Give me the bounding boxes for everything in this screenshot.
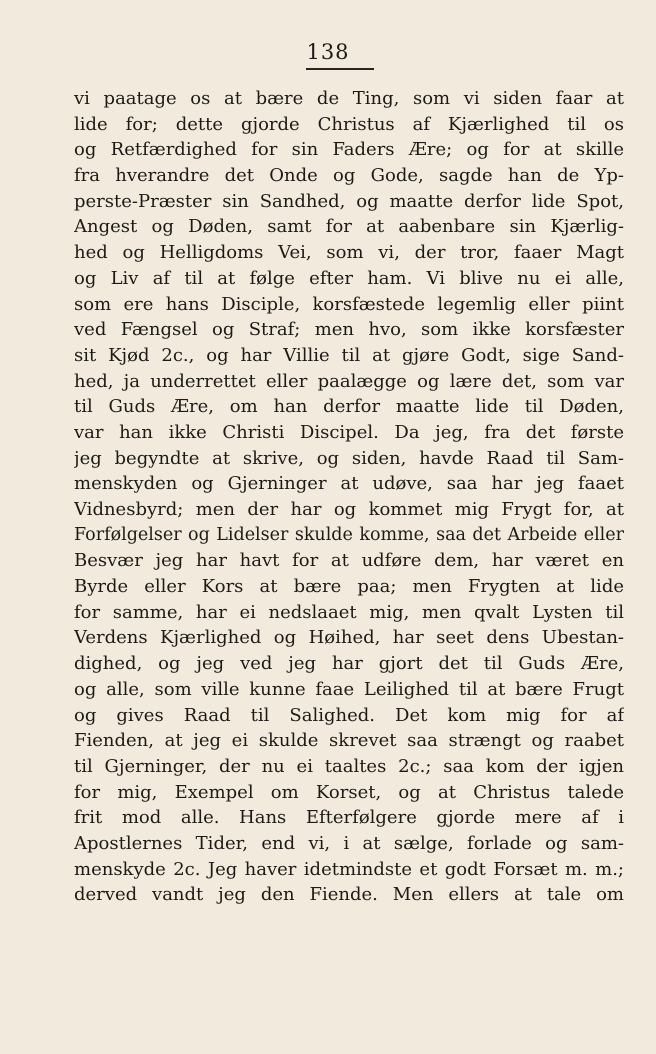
text-line: perste-Præster sin Sandhed, og maatte derfor lide Spot, <box>74 190 624 212</box>
text-line: Fienden, at jeg ei skulde skrevet saa strængt og raabet <box>74 730 624 752</box>
body-text <box>74 86 624 908</box>
text-line: lide for; dette gjorde Christus af Kjærlighed til os <box>74 113 624 135</box>
text-line: Vidnesbyrd; men der har og kommet mig Frygt for, at <box>74 499 624 520</box>
text-line: Angest og Døden, samt for at aabenbare sin Kjærlig- <box>74 216 624 238</box>
text-line: fra hverandre det Onde og Gode, sagde han de Yp- <box>74 165 624 187</box>
text-line: sit Kjød 2c., og har Villie til at gjøre Godt, sige Sand- <box>74 344 624 366</box>
text-line: menskyde 2c. Jeg haver idetmindste et godt Forsæt m. m.; <box>74 858 624 880</box>
text-line: vi paatage os at bære de Ting, som vi siden faar at <box>74 88 624 109</box>
header-rule <box>306 68 374 70</box>
text-line: Byrde eller Kors at bære paa; men Frygten at lide <box>74 576 624 598</box>
text-line: til Gjerninger, der nu ei taaltes 2c.; saa kom der igjen <box>74 755 624 777</box>
text-line: jeg begyndte at skrive, og siden, havde Raad til Sam- <box>74 447 624 469</box>
text-line: Forfølgelser og Lidelser skulde komme, saa det Arbeide eller <box>74 524 624 545</box>
text-line: hed og Helligdoms Vei, som vi, der tror, faaer Magt <box>74 242 624 264</box>
text-line: frit mod alle. Hans Efterfølgere gjorde mere af i <box>74 807 624 829</box>
text-line: Verdens Kjærlighed og Høihed, har seet dens Ubestan- <box>74 627 624 649</box>
text-line: og Retfærdighed for sin Faders Ære; og for at skille <box>74 139 624 161</box>
text-line: for samme, har ei nedslaaet mig, men qvalt Lysten til <box>74 601 624 623</box>
text-line: og alle, som ville kunne faae Leilighed til at bære Frugt <box>74 678 624 700</box>
text-line: til Guds Ære, om han derfor maatte lide til Døden, <box>74 396 624 418</box>
text-line: Besvær jeg har havt for at udføre dem, har været en <box>74 550 624 572</box>
text-line: menskyden og Gjerninger at udøve, saa har jeg faaet <box>74 473 624 495</box>
text-line: var han ikke Christi Discipel. Da jeg, fra det første <box>74 421 624 443</box>
text-line: ved Fængsel og Straf; men hvo, som ikke korsfæster <box>74 319 624 341</box>
text-line: og Liv af til at følge efter ham. Vi blive nu ei alle, <box>74 267 624 289</box>
text-line: dighed, og jeg ved jeg har gjort det til Guds Ære, <box>74 653 624 675</box>
text-line: for mig, Exempel om Korset, og at Christus talede <box>74 781 624 803</box>
text-line: hed, ja underrettet eller paalægge og lære det, som var <box>74 370 624 392</box>
text-line: Apostlernes Tider, end vi, i at sælge, forlade og sam- <box>74 832 624 854</box>
page-number: 138 <box>306 40 350 64</box>
text-line: og gives Raad til Salighed. Det kom mig for af <box>74 704 624 726</box>
text-line: derved vandt jeg den Fiende. Men ellers at tale om <box>74 884 624 906</box>
text-line: som ere hans Disciple, korsfæstede legemlig eller piint <box>74 293 624 315</box>
